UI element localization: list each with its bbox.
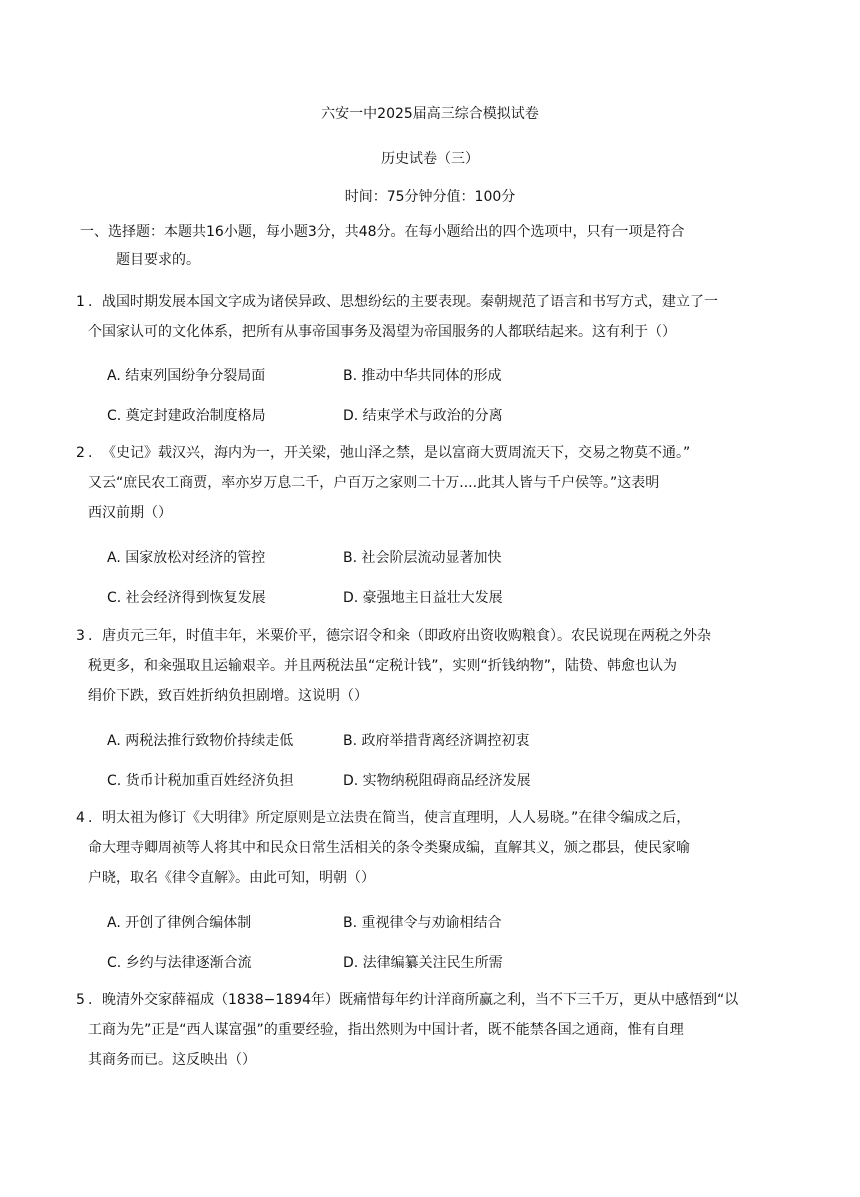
question-3-line-3: 绢价下跌，致百姓折纳负担剧增。这说明（） [88, 688, 368, 704]
option-b: B. 推动中华共同体的形成 [343, 368, 502, 384]
time-score-line: 时间：75分钟分值：100分 [344, 189, 516, 205]
question-2 [76, 438, 786, 528]
question-2-line-3: 西汉前期（） [88, 505, 172, 521]
question-text: 《史记》载汉兴，海内为一，开关梁，弛山泽之禁，是以富商大贾周流天下，交易之物莫不通。” [102, 445, 691, 461]
school-exam-title: 六安一中2025届高三综合模拟试卷 [321, 106, 539, 122]
question-text: 晚清外交家薛福成（1838−1894年）既痛惜每年约计洋商所赢之利，当不下三千万，更从中感悟到“以 [102, 992, 739, 1008]
question-2-line-2: 又云“庶民农工商贾，率亦岁万息二千，户百万之家则二十万....此其人皆与千户侯等。”这表明 [88, 475, 660, 491]
question-number: 2 [76, 445, 85, 461]
option-a: A. 结束列国纷争分裂局面 [107, 368, 266, 384]
question-2-line-1: 2 . 《史记》载汉兴，海内为一，开关梁，弛山泽之禁，是以富商大贾周流天下，交易之物莫不通。” [76, 438, 786, 468]
option-a: A. 两税法推行致物价持续走低 [107, 733, 294, 749]
question-number: 3 [76, 628, 85, 644]
question-4-line-3: 户晓，取名《律令直解》。由此可知，明朝（） [88, 870, 375, 886]
question-5-line-2: 工商为先”正是“西人谋富强”的重要经验，指出然则为中国计者，既不能禁各国之通商，惟有自理 [88, 1022, 684, 1038]
question-number: 4 [76, 810, 85, 826]
option-c: C. 货币计税加重百姓经济负担 [107, 773, 294, 789]
question-4-line-2: 命大理寺卿周祯等人将其中和民众日常生活相关的条令类聚成编，直解其义，颁之郡县，使民家喻 [88, 840, 690, 856]
question-5 [76, 985, 786, 1075]
option-a: A. 国家放松对经济的管控 [107, 550, 266, 566]
question-5-line-1: 5 . 晚清外交家薛福成（1838−1894年）既痛惜每年约计洋商所赢之利，当不下三千万，更从中感悟到“以 [76, 985, 786, 1015]
question-text: 战国时期发展本国文字成为诸侯异政、思想纷纭的主要表现。秦朝规范了语言和书写方式，建立了一 [102, 294, 718, 310]
option-a: A. 开创了律例合编体制 [107, 915, 252, 931]
question-text: 明太祖为修订《大明律》所定原则是立法贵在简当，使言直理明，人人易晓。”在律令编成之后， [102, 810, 691, 826]
question-1 [76, 287, 786, 347]
question-number: 5 [76, 992, 85, 1008]
question-5-line-3: 其商务而已。这反映出（） [88, 1052, 256, 1068]
question-3-line-1: 3 . 唐贞元三年，时值丰年，米粟价平，德宗诏令和籴（即政府出资收购粮食）。农民说现在两税之外杂 [76, 621, 786, 651]
question-4 [76, 803, 786, 893]
option-d: D. 实物纳税阻碍商品经济发展 [343, 773, 531, 789]
option-d: D. 结束学术与政治的分离 [343, 408, 503, 424]
question-1-line-2: 个国家认可的文化体系，把所有从事帝国事务及渴望为帝国服务的人都联结起来。这有利于（） [88, 324, 676, 340]
question-3 [76, 621, 786, 711]
section-one-line-1: 一、选择题：本题共16小题，每小题3分，共48分。在每小题给出的四个选项中，只有一项是符合 [80, 224, 685, 240]
question-3-line-2: 税更多，和籴强取且运输艰辛。并且两税法虽“定税计钱”，实则“折钱纳物”，陆贽、韩愈也认为 [88, 658, 678, 674]
option-b: B. 政府举措背离经济调控初衷 [343, 733, 530, 749]
option-c: C. 奠定封建政治制度格局 [107, 408, 266, 424]
question-number: 1 [76, 294, 85, 310]
subject-title: 历史试卷（三） [381, 151, 479, 167]
option-b: B. 社会阶层流动显著加快 [343, 550, 502, 566]
question-text: 唐贞元三年，时值丰年，米粟价平，德宗诏令和籴（即政府出资收购粮食）。农民说现在两税之外杂 [102, 628, 711, 644]
option-b: B. 重视律令与劝谕相结合 [343, 915, 502, 931]
question-1-line-1: 1 . 战国时期发展本国文字成为诸侯异政、思想纷纭的主要表现。秦朝规范了语言和书写方式，建立了一 [76, 287, 786, 317]
option-c: C. 乡约与法律逐渐合流 [107, 955, 252, 971]
section-one-instructions [80, 218, 780, 274]
option-d: D. 法律编纂关注民生所需 [343, 955, 503, 971]
option-d: D. 豪强地主日益壮大发展 [343, 590, 503, 606]
section-one-line-2: 题目要求的。 [116, 252, 200, 268]
question-4-line-1: 4 . 明太祖为修订《大明律》所定原则是立法贵在简当，使言直理明，人人易晓。”在律令编成之后， [76, 803, 786, 833]
option-c: C. 社会经济得到恢复发展 [107, 590, 266, 606]
